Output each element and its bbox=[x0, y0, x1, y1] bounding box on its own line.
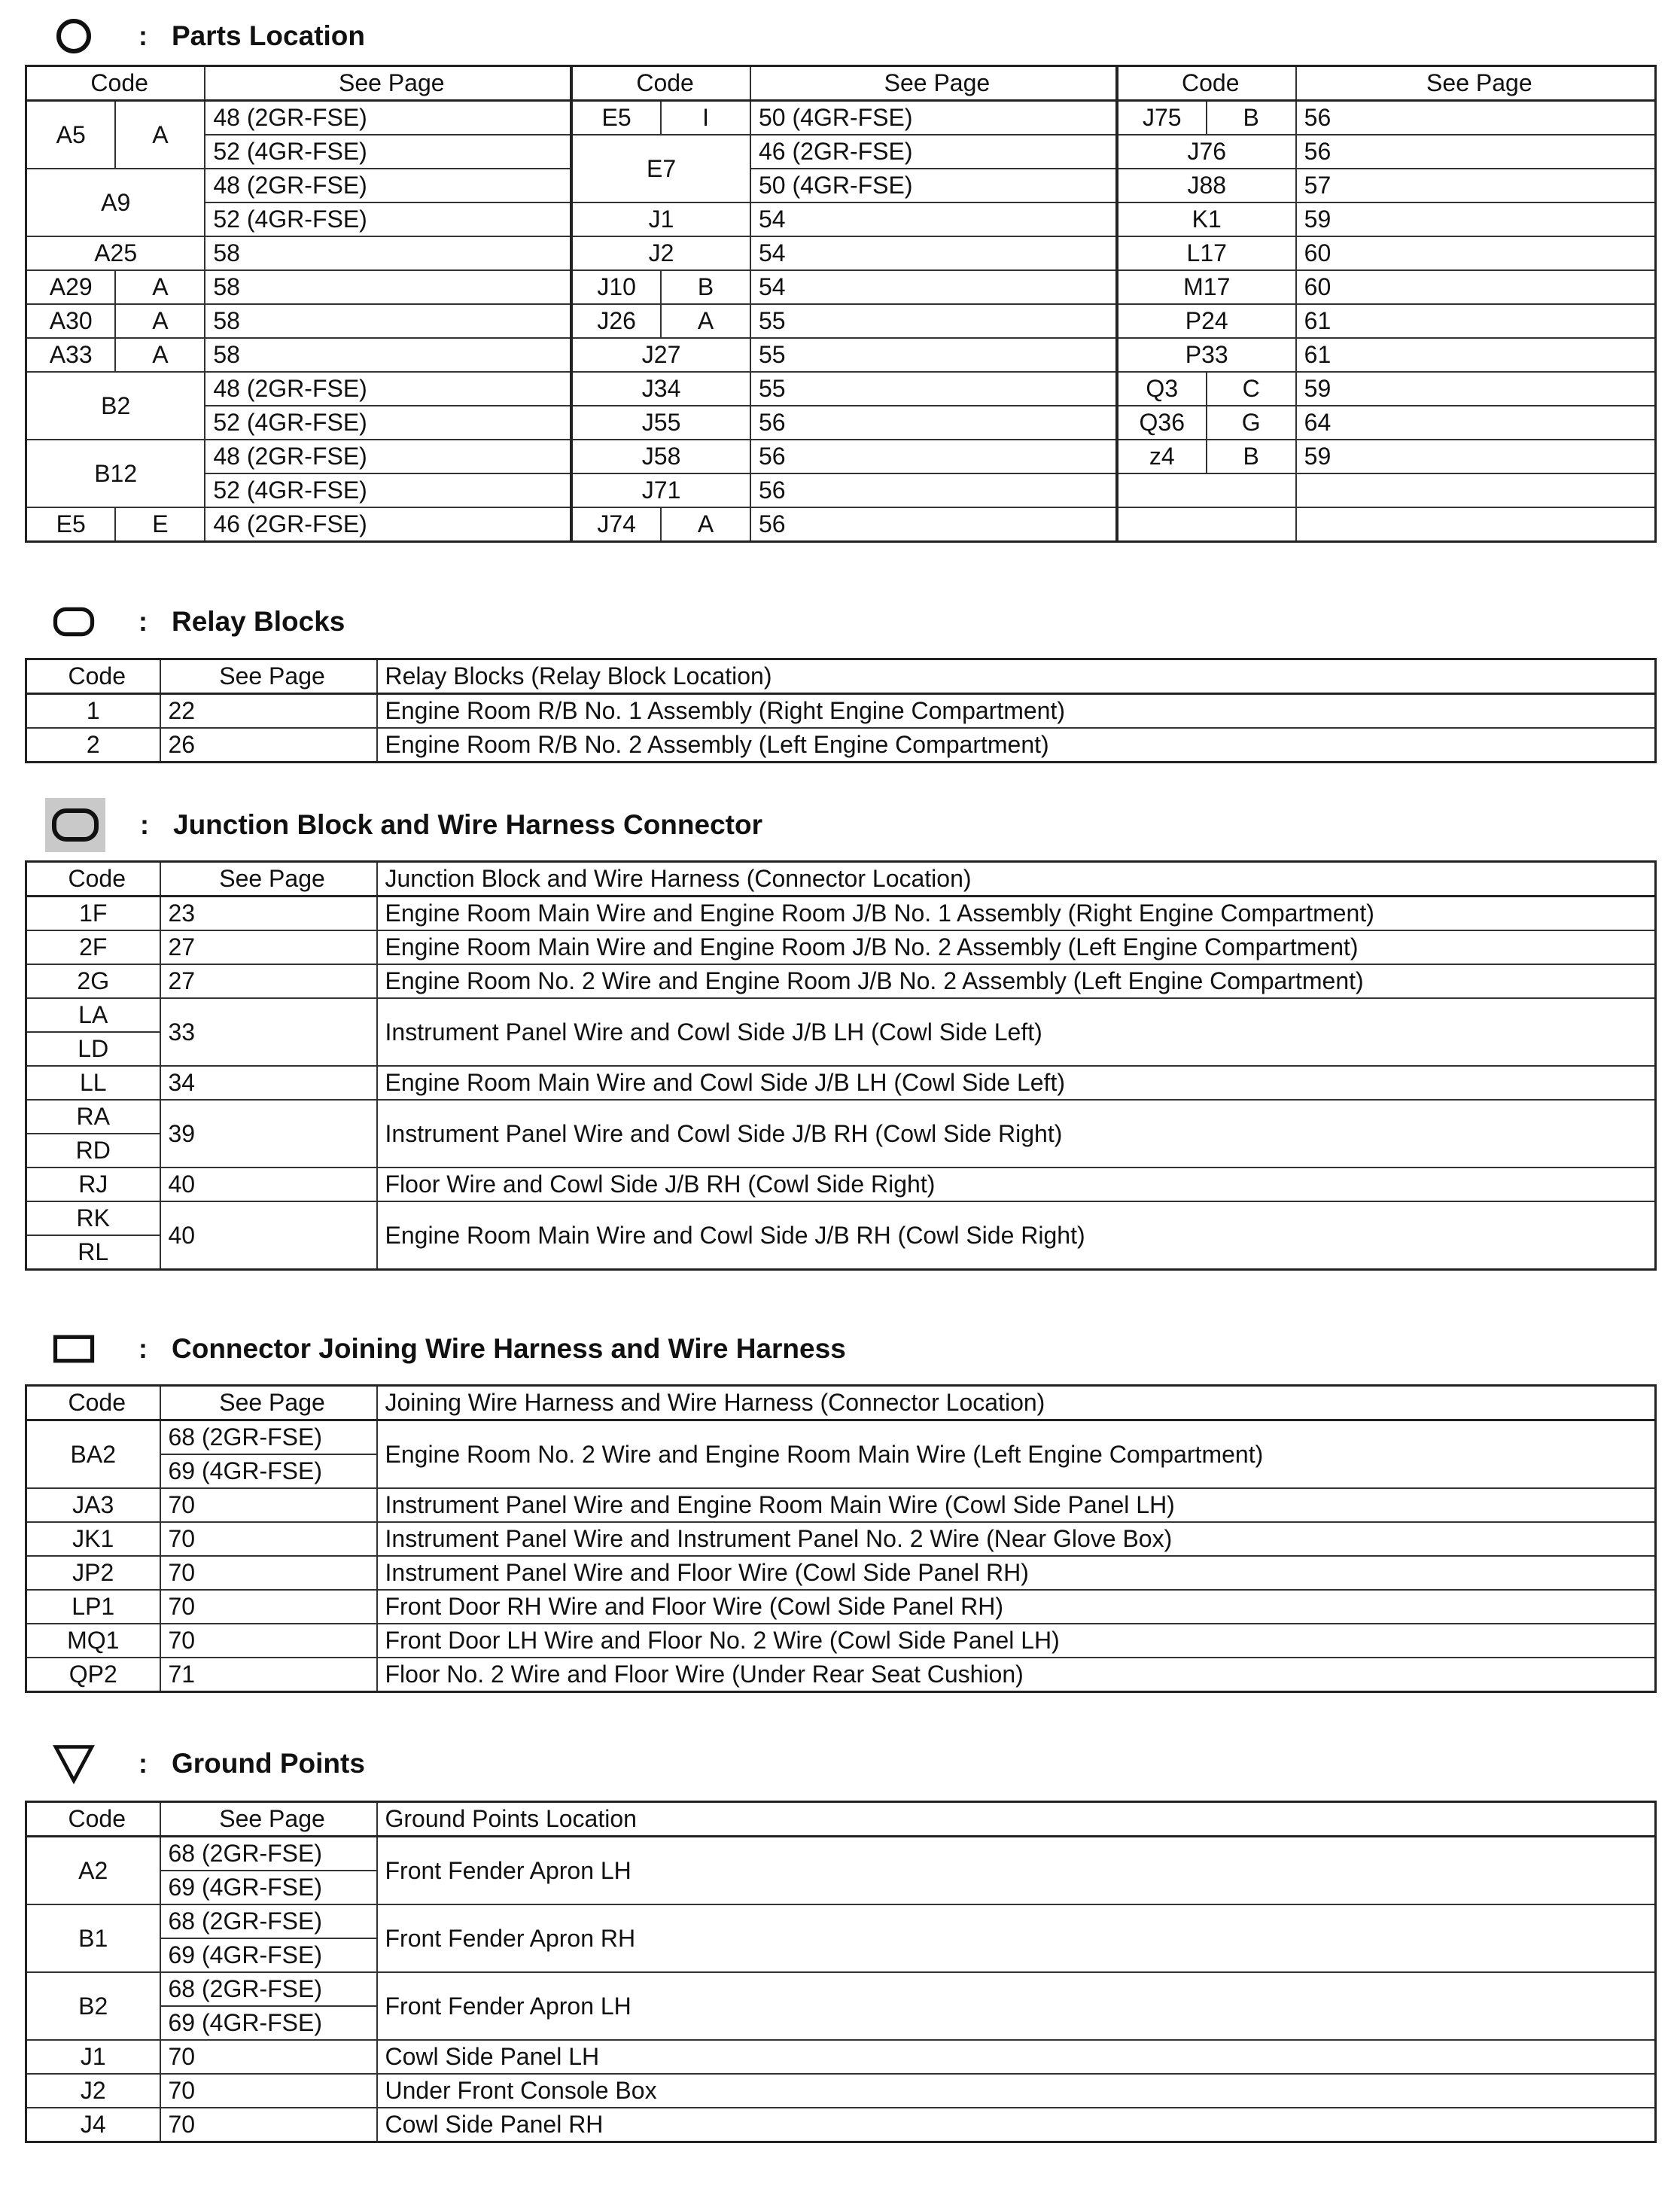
page-cell: 48 (2GR-FSE) bbox=[205, 101, 571, 135]
table-row bbox=[26, 372, 1656, 406]
sub-code-cell: A bbox=[115, 304, 205, 338]
sub-code-cell: A bbox=[661, 304, 750, 338]
location-cell: Instrument Panel Wire and Engine Room Main Wire (Cowl Side Panel LH) bbox=[377, 1488, 1656, 1522]
junction-block-table bbox=[25, 860, 1657, 1271]
code-cell: LD bbox=[26, 1032, 160, 1066]
page-cell: 55 bbox=[750, 304, 1117, 338]
code-cell: J2 bbox=[26, 2074, 160, 2108]
code-cell: A30 bbox=[26, 304, 116, 338]
code-cell: 2 bbox=[26, 728, 160, 763]
page-cell: 54 bbox=[750, 202, 1117, 236]
sub-code-cell: B bbox=[1207, 101, 1296, 135]
joining-colon: : bbox=[138, 1333, 148, 1364]
location-cell: Engine Room Main Wire and Cowl Side J/B RH (Cowl Side Right) bbox=[377, 1201, 1656, 1270]
sub-code-cell: C bbox=[1207, 372, 1296, 406]
table-row bbox=[26, 1168, 1656, 1201]
page-cell: 46 (2GR-FSE) bbox=[205, 507, 571, 542]
page-cell: 54 bbox=[750, 270, 1117, 304]
page-cell: 27 bbox=[160, 930, 377, 964]
header-location: Ground Points Location bbox=[377, 1802, 1656, 1837]
code-cell: A2 bbox=[26, 1837, 160, 1905]
page-cell: 70 bbox=[160, 1590, 377, 1624]
page-cell: 56 bbox=[750, 440, 1117, 473]
location-cell: Front Door LH Wire and Floor No. 2 Wire (Cowl Side Panel LH) bbox=[377, 1624, 1656, 1658]
table-row bbox=[26, 2074, 1656, 2108]
inverted-triangle-symbol-icon bbox=[53, 1737, 95, 1790]
circle-symbol-icon bbox=[53, 15, 95, 57]
joining-header-row bbox=[26, 1386, 1656, 1420]
page-cell: 55 bbox=[750, 338, 1117, 372]
code-cell: J76 bbox=[1117, 135, 1296, 169]
page-cell: 58 bbox=[205, 304, 571, 338]
parts-header-code-3: Code bbox=[1117, 66, 1296, 101]
code-cell: A33 bbox=[26, 338, 116, 372]
code-cell: J26 bbox=[571, 304, 661, 338]
junction-header-row bbox=[26, 862, 1656, 897]
sub-code-cell: A bbox=[661, 507, 750, 542]
table-row bbox=[26, 2108, 1656, 2142]
page-cell: 68 (2GR-FSE) bbox=[160, 1904, 377, 1938]
code-cell: A29 bbox=[26, 270, 116, 304]
location-cell: Engine Room Main Wire and Engine Room J/B No. 1 Assembly (Right Engine Compartment) bbox=[377, 897, 1656, 931]
page-cell: 70 bbox=[160, 1624, 377, 1658]
page-cell: 68 (2GR-FSE) bbox=[160, 1420, 377, 1455]
code-cell: J58 bbox=[571, 440, 750, 473]
location-cell: Front Fender Apron LH bbox=[377, 1972, 1656, 2040]
page-cell: 56 bbox=[1296, 101, 1656, 135]
code-cell: LA bbox=[26, 998, 160, 1032]
table-row bbox=[26, 897, 1656, 931]
code-cell: MQ1 bbox=[26, 1624, 160, 1658]
code-cell: JK1 bbox=[26, 1522, 160, 1556]
page-cell: 48 (2GR-FSE) bbox=[205, 440, 571, 473]
table-row bbox=[26, 270, 1656, 304]
table-row bbox=[26, 930, 1656, 964]
page-cell: 58 bbox=[205, 338, 571, 372]
page-cell: 60 bbox=[1296, 270, 1656, 304]
parts-header-page-2: See Page bbox=[750, 66, 1117, 101]
page-cell: 59 bbox=[1296, 440, 1656, 473]
header-location: Joining Wire Harness and Wire Harness (Connector Location) bbox=[377, 1386, 1656, 1420]
table-row bbox=[26, 1066, 1656, 1100]
code-cell: 1 bbox=[26, 694, 160, 729]
page-cell: 68 (2GR-FSE) bbox=[160, 1837, 377, 1871]
code-cell: RA bbox=[26, 1100, 160, 1134]
location-cell: Instrument Panel Wire and Cowl Side J/B RH (Cowl Side Right) bbox=[377, 1100, 1656, 1168]
page-cell: 70 bbox=[160, 1488, 377, 1522]
table-row bbox=[26, 1201, 1656, 1235]
page-cell: 69 (4GR-FSE) bbox=[160, 2006, 377, 2040]
location-cell: Cowl Side Panel LH bbox=[377, 2040, 1656, 2074]
code-cell: RD bbox=[26, 1134, 160, 1168]
page-cell: 70 bbox=[160, 2074, 377, 2108]
page-cell: 48 (2GR-FSE) bbox=[205, 372, 571, 406]
table-row bbox=[26, 202, 1656, 236]
code-cell: 2F bbox=[26, 930, 160, 964]
page-cell: 33 bbox=[160, 998, 377, 1066]
location-cell: Engine Room R/B No. 1 Assembly (Right Engine Compartment) bbox=[377, 694, 1656, 729]
page-cell: 58 bbox=[205, 236, 571, 270]
code-cell: Q36 bbox=[1117, 406, 1207, 440]
code-cell: B12 bbox=[26, 440, 205, 507]
ground-title: Ground Points bbox=[172, 1748, 365, 1779]
code-cell: P33 bbox=[1117, 338, 1296, 372]
page-cell: 68 (2GR-FSE) bbox=[160, 1972, 377, 2006]
parts-header-code-2: Code bbox=[571, 66, 750, 101]
page-cell: 56 bbox=[750, 507, 1117, 542]
page-cell: 52 (4GR-FSE) bbox=[205, 135, 571, 169]
empty-cell bbox=[1117, 473, 1296, 507]
code-cell: J55 bbox=[571, 406, 750, 440]
junction-section-header bbox=[53, 802, 762, 848]
table-row bbox=[26, 1522, 1656, 1556]
page-cell: 26 bbox=[160, 728, 377, 763]
code-cell: LL bbox=[26, 1066, 160, 1100]
table-row bbox=[26, 964, 1656, 998]
code-cell: J88 bbox=[1117, 169, 1296, 202]
junction-colon: : bbox=[140, 809, 149, 840]
page-cell: 69 (4GR-FSE) bbox=[160, 1938, 377, 1972]
code-cell: J1 bbox=[571, 202, 750, 236]
sub-code-cell: B bbox=[661, 270, 750, 304]
code-cell: M17 bbox=[1117, 270, 1296, 304]
rectangle-symbol-icon bbox=[53, 1328, 95, 1370]
location-cell: Front Fender Apron LH bbox=[377, 1837, 1656, 1905]
table-row bbox=[26, 1624, 1656, 1658]
sub-code-cell: A bbox=[115, 101, 205, 169]
sub-code-cell: E bbox=[115, 507, 205, 542]
location-cell: Engine Room No. 2 Wire and Engine Room J/B No. 2 Assembly (Left Engine Compartment) bbox=[377, 964, 1656, 998]
code-cell: RL bbox=[26, 1235, 160, 1270]
page-cell: 70 bbox=[160, 2108, 377, 2142]
page-cell: 27 bbox=[160, 964, 377, 998]
header-see-page: See Page bbox=[160, 659, 377, 694]
location-cell: Floor Wire and Cowl Side J/B RH (Cowl Side Right) bbox=[377, 1168, 1656, 1201]
page-cell: 64 bbox=[1296, 406, 1656, 440]
code-cell: RK bbox=[26, 1201, 160, 1235]
relay-blocks-table bbox=[25, 658, 1657, 763]
parts-header-row bbox=[26, 66, 1656, 101]
page-cell: 61 bbox=[1296, 304, 1656, 338]
joining-connector-table bbox=[25, 1384, 1657, 1693]
sub-code-cell: A bbox=[115, 270, 205, 304]
page-cell: 34 bbox=[160, 1066, 377, 1100]
page-cell: 57 bbox=[1296, 169, 1656, 202]
code-cell: J34 bbox=[571, 372, 750, 406]
rounded-rectangle-symbol-icon bbox=[53, 601, 95, 643]
page-cell: 50 (4GR-FSE) bbox=[750, 101, 1117, 135]
relay-colon: : bbox=[138, 606, 148, 637]
header-see-page: See Page bbox=[160, 1802, 377, 1837]
code-cell: E5 bbox=[571, 101, 661, 135]
sub-code-cell: A bbox=[115, 338, 205, 372]
location-cell: Instrument Panel Wire and Cowl Side J/B LH (Cowl Side Left) bbox=[377, 998, 1656, 1066]
header-code: Code bbox=[26, 1386, 160, 1420]
table-row bbox=[26, 1100, 1656, 1134]
page-cell: 70 bbox=[160, 1522, 377, 1556]
page-cell: 40 bbox=[160, 1168, 377, 1201]
table-row bbox=[26, 1420, 1656, 1455]
page-cell: 40 bbox=[160, 1201, 377, 1270]
code-cell: L17 bbox=[1117, 236, 1296, 270]
page-cell: 61 bbox=[1296, 338, 1656, 372]
page-cell: 56 bbox=[750, 406, 1117, 440]
shaded-rounded-rectangle-symbol-icon bbox=[45, 798, 105, 852]
code-cell: B1 bbox=[26, 1904, 160, 1972]
code-cell: z4 bbox=[1117, 440, 1207, 473]
sub-code-cell: G bbox=[1207, 406, 1296, 440]
code-cell: A25 bbox=[26, 236, 205, 270]
parts-header-code-1: Code bbox=[26, 66, 205, 101]
ground-points-table bbox=[25, 1801, 1657, 2143]
table-row bbox=[26, 1972, 1656, 2006]
code-cell: RJ bbox=[26, 1168, 160, 1201]
location-cell: Instrument Panel Wire and Floor Wire (Cowl Side Panel RH) bbox=[377, 1556, 1656, 1590]
table-row bbox=[26, 338, 1656, 372]
page-cell: 39 bbox=[160, 1100, 377, 1168]
location-cell: Cowl Side Panel RH bbox=[377, 2108, 1656, 2142]
table-row bbox=[26, 236, 1656, 270]
page-cell: 55 bbox=[750, 372, 1117, 406]
page-cell: 54 bbox=[750, 236, 1117, 270]
table-row bbox=[26, 1590, 1656, 1624]
header-code: Code bbox=[26, 862, 160, 897]
table-row bbox=[26, 135, 1656, 169]
joining-title: Connector Joining Wire Harness and Wire Harness bbox=[172, 1333, 846, 1364]
code-cell: A9 bbox=[26, 169, 205, 236]
header-location: Junction Block and Wire Harness (Connector Location) bbox=[377, 862, 1656, 897]
code-cell: J10 bbox=[571, 270, 661, 304]
page-cell: 46 (2GR-FSE) bbox=[750, 135, 1117, 169]
junction-title: Junction Block and Wire Harness Connector bbox=[173, 809, 762, 840]
code-cell: J2 bbox=[571, 236, 750, 270]
code-cell: 1F bbox=[26, 897, 160, 931]
header-code: Code bbox=[26, 1802, 160, 1837]
page-cell: 50 (4GR-FSE) bbox=[750, 169, 1117, 202]
location-cell: Engine Room No. 2 Wire and Engine Room Main Wire (Left Engine Compartment) bbox=[377, 1420, 1656, 1489]
page-cell: 56 bbox=[750, 473, 1117, 507]
parts-section-header bbox=[53, 14, 365, 59]
page-cell: 60 bbox=[1296, 236, 1656, 270]
ground-header-row bbox=[26, 1802, 1656, 1837]
header-see-page: See Page bbox=[160, 862, 377, 897]
code-cell: B2 bbox=[26, 372, 205, 440]
table-row bbox=[26, 507, 1656, 542]
code-cell: LP1 bbox=[26, 1590, 160, 1624]
table-row bbox=[26, 473, 1656, 507]
page-cell: 52 (4GR-FSE) bbox=[205, 473, 571, 507]
parts-colon: : bbox=[138, 20, 148, 51]
page-cell: 58 bbox=[205, 270, 571, 304]
table-row bbox=[26, 304, 1656, 338]
location-cell: Engine Room Main Wire and Engine Room J/B No. 2 Assembly (Left Engine Compartment) bbox=[377, 930, 1656, 964]
location-cell: Engine Room R/B No. 2 Assembly (Left Engine Compartment) bbox=[377, 728, 1656, 763]
table-row bbox=[26, 1556, 1656, 1590]
location-cell: Under Front Console Box bbox=[377, 2074, 1656, 2108]
sub-code-cell: I bbox=[661, 101, 750, 135]
code-cell: QP2 bbox=[26, 1658, 160, 1692]
page-cell: 69 (4GR-FSE) bbox=[160, 1871, 377, 1904]
ground-colon: : bbox=[138, 1748, 148, 1779]
relay-header-row bbox=[26, 659, 1656, 694]
code-cell: BA2 bbox=[26, 1420, 160, 1489]
joining-section-header bbox=[53, 1326, 846, 1372]
table-row bbox=[26, 998, 1656, 1032]
code-cell: J71 bbox=[571, 473, 750, 507]
table-row bbox=[26, 1488, 1656, 1522]
header-code: Code bbox=[26, 659, 160, 694]
page-cell: 48 (2GR-FSE) bbox=[205, 169, 571, 202]
table-row bbox=[26, 101, 1656, 135]
page-cell: 59 bbox=[1296, 202, 1656, 236]
location-cell: Instrument Panel Wire and Instrument Panel No. 2 Wire (Near Glove Box) bbox=[377, 1522, 1656, 1556]
code-cell: J75 bbox=[1117, 101, 1207, 135]
code-cell: Q3 bbox=[1117, 372, 1207, 406]
code-cell: J1 bbox=[26, 2040, 160, 2074]
code-cell: J27 bbox=[571, 338, 750, 372]
code-cell: P24 bbox=[1117, 304, 1296, 338]
table-row bbox=[26, 694, 1656, 729]
page-cell: 52 (4GR-FSE) bbox=[205, 202, 571, 236]
code-cell: J74 bbox=[571, 507, 661, 542]
page-cell: 52 (4GR-FSE) bbox=[205, 406, 571, 440]
code-cell: A5 bbox=[26, 101, 116, 169]
code-cell: J4 bbox=[26, 2108, 160, 2142]
page-cell: 59 bbox=[1296, 372, 1656, 406]
header-see-page: See Page bbox=[160, 1386, 377, 1420]
relay-title: Relay Blocks bbox=[172, 606, 345, 637]
table-row bbox=[26, 1837, 1656, 1871]
empty-cell bbox=[1296, 473, 1656, 507]
location-cell: Front Door RH Wire and Floor Wire (Cowl Side Panel RH) bbox=[377, 1590, 1656, 1624]
page-cell: 70 bbox=[160, 2040, 377, 2074]
page-cell: 23 bbox=[160, 897, 377, 931]
page-cell: 22 bbox=[160, 694, 377, 729]
relay-section-header bbox=[53, 599, 345, 644]
table-row bbox=[26, 406, 1656, 440]
code-cell: JA3 bbox=[26, 1488, 160, 1522]
empty-cell bbox=[1117, 507, 1296, 542]
parts-title: Parts Location bbox=[172, 20, 365, 51]
ground-section-header bbox=[53, 1741, 365, 1786]
table-row bbox=[26, 169, 1656, 202]
location-cell: Engine Room Main Wire and Cowl Side J/B LH (Cowl Side Left) bbox=[377, 1066, 1656, 1100]
code-cell: E7 bbox=[571, 135, 750, 202]
code-cell: B2 bbox=[26, 1972, 160, 2040]
location-cell: Front Fender Apron RH bbox=[377, 1904, 1656, 1972]
page-cell: 71 bbox=[160, 1658, 377, 1692]
page-cell: 70 bbox=[160, 1556, 377, 1590]
code-cell: JP2 bbox=[26, 1556, 160, 1590]
table-row bbox=[26, 2040, 1656, 2074]
parts-location-table bbox=[25, 65, 1657, 543]
parts-header-page-3: See Page bbox=[1296, 66, 1656, 101]
page-cell: 69 (4GR-FSE) bbox=[160, 1454, 377, 1488]
code-cell: K1 bbox=[1117, 202, 1296, 236]
table-row bbox=[26, 440, 1656, 473]
parts-header-page-1: See Page bbox=[205, 66, 571, 101]
code-cell: 2G bbox=[26, 964, 160, 998]
header-location: Relay Blocks (Relay Block Location) bbox=[377, 659, 1656, 694]
page-cell: 56 bbox=[1296, 135, 1656, 169]
location-cell: Floor No. 2 Wire and Floor Wire (Under Rear Seat Cushion) bbox=[377, 1658, 1656, 1692]
empty-cell bbox=[1296, 507, 1656, 542]
table-row bbox=[26, 1904, 1656, 1938]
code-cell: E5 bbox=[26, 507, 116, 542]
sub-code-cell: B bbox=[1207, 440, 1296, 473]
table-row bbox=[26, 1658, 1656, 1692]
table-row bbox=[26, 728, 1656, 763]
